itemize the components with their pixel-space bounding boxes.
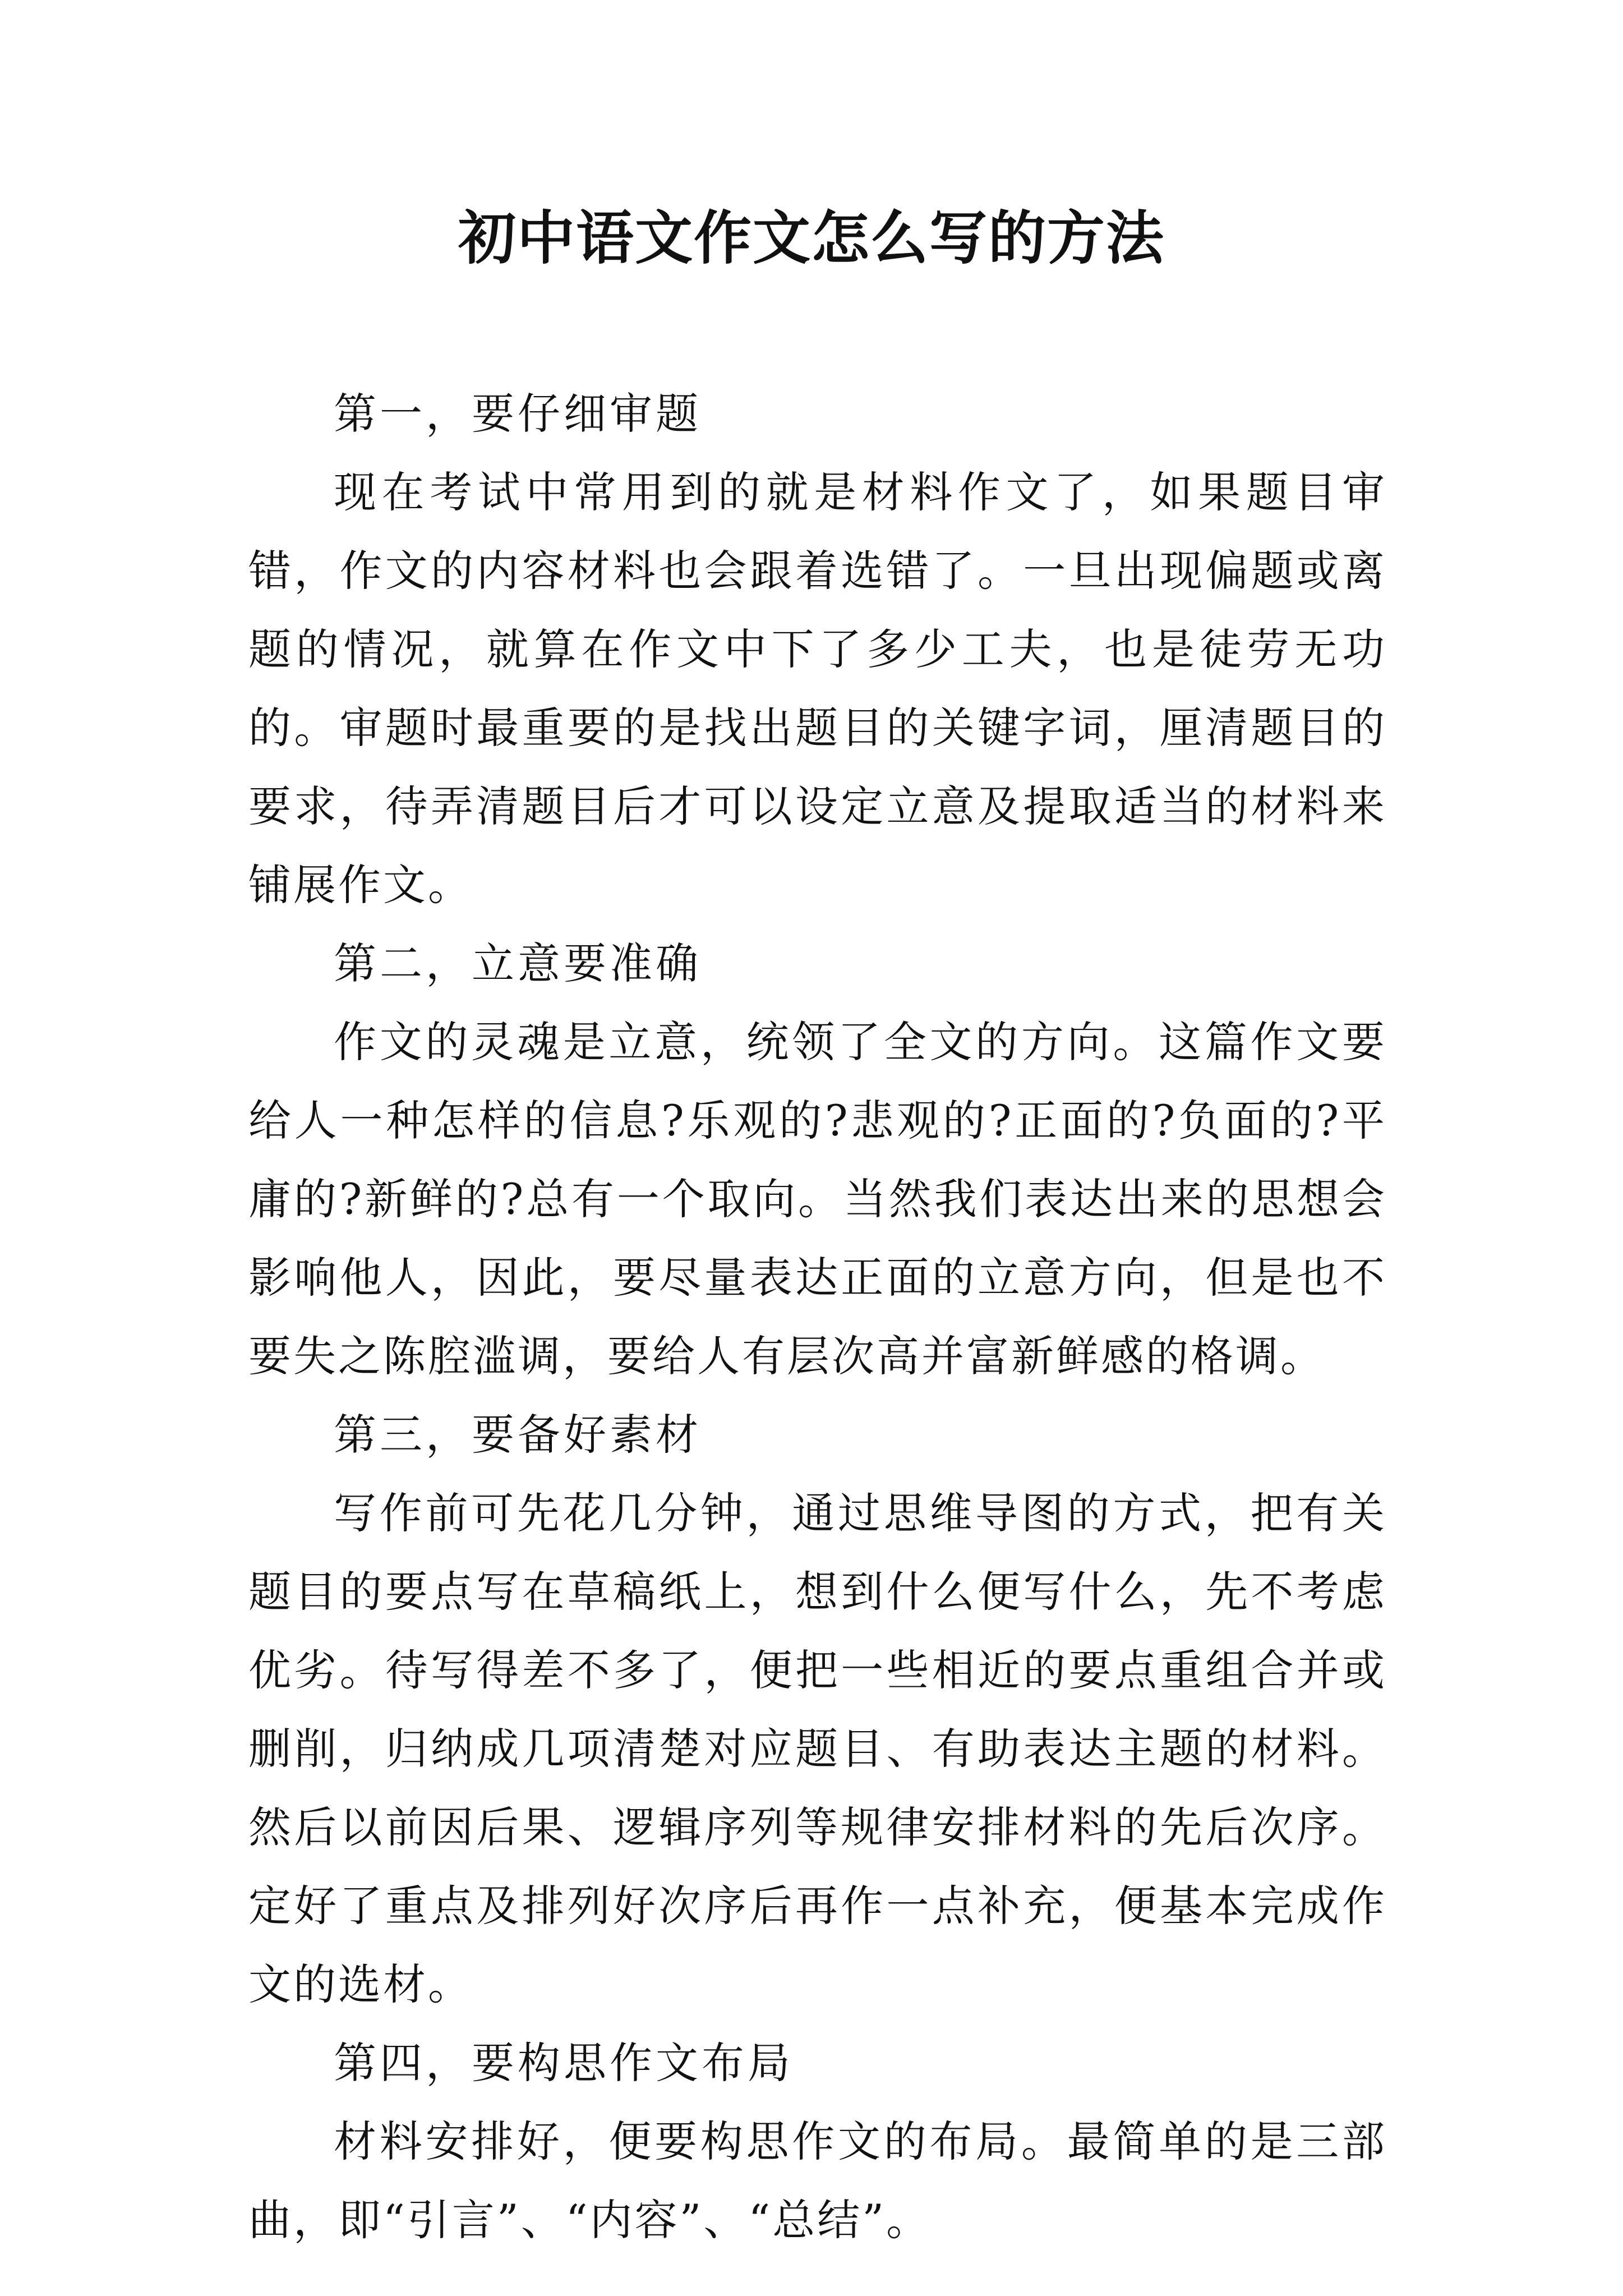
section-paragraph: 现在考试中常用到的就是材料作文了，如果题目审错，作文的内容材料也会跟着选错了。一旦出现偏题或离题的情况，就算在作文中下了多少工夫，也是徒劳无功的。审题时最重要的是找出题目的关键字词，厘清题目的要求，待弄清题目后才可以设定立意及提取适当的材料来铺展作文。	[248, 467, 1387, 910]
document-title: 初中语文作文怎么写的方法	[458, 204, 1165, 272]
section-3	[248, 1396, 1387, 2024]
section-paragraph: 材料安排好，便要构思作文的布局。最简单的是三部曲，即“引言”、“内容”、“总结”。	[248, 2116, 1387, 2245]
document-body	[248, 375, 1387, 2260]
section-4	[248, 2024, 1387, 2260]
section-1	[248, 375, 1387, 924]
section-heading: 第三，要备好素材	[334, 1410, 702, 1460]
section-paragraph: 作文的灵魂是立意，统领了全文的方向。这篇作文要给人一种怎样的信息?乐观的?悲观的?正面的?负面的?平庸的?新鲜的?总有一个取向。当然我们表达出来的思想会影响他人，因此，要尽量表达正面的立意方向，但是也不要失之陈腔滥调，要给人有层次高并富新鲜感的格调。	[248, 1017, 1387, 1381]
section-heading: 第二，立意要准确	[334, 938, 702, 988]
section-2	[248, 924, 1387, 1396]
section-heading: 第一，要仔细审题	[334, 389, 702, 439]
section-paragraph: 写作前可先花几分钟，通过思维导图的方式，把有关题目的要点写在草稿纸上，想到什么便写什么，先不考虑优劣。待写得差不多了，便把一些相近的要点重组合并或删削，归纳成几项清楚对应题目、有助表达主题的材料。然后以前因后果、逻辑序列等规律安排材料的先后次序。定好了重点及排列好次序后再作一点补充，便基本完成作文的选材。	[248, 1488, 1387, 2009]
section-heading: 第四，要构思作文布局	[334, 2038, 794, 2088]
